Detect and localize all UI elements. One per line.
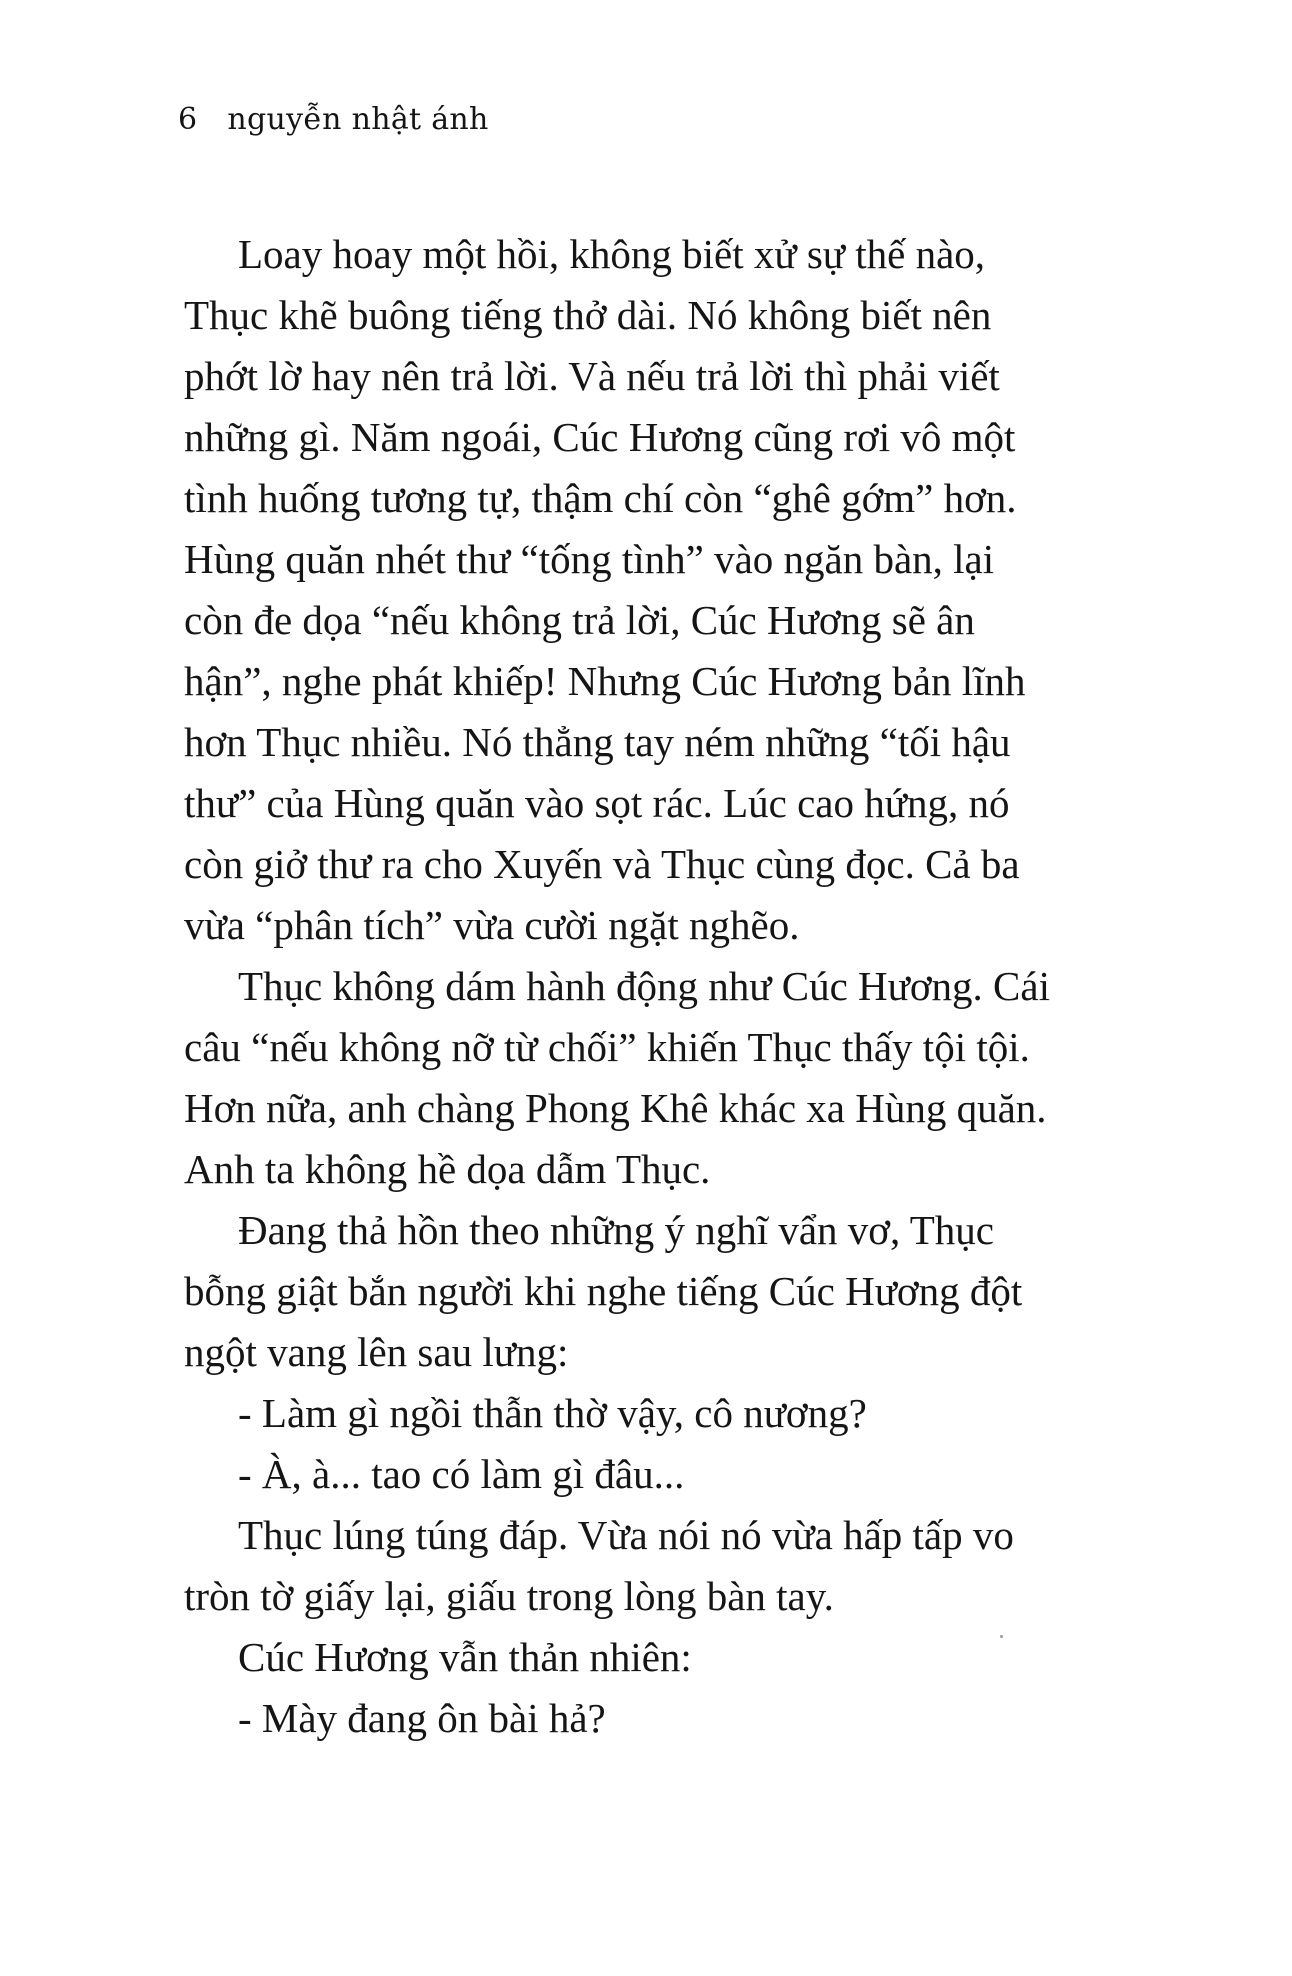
text-line: phớt lờ hay nên trả lời. Và nếu trả lời thì phải viết xyxy=(184,353,1000,399)
text-line: còn đe dọa “nếu không trả lời, Cúc Hương sẽ ân xyxy=(184,597,975,643)
paragraph-3 xyxy=(184,1200,1168,1383)
text-line: Thục lúng túng đáp. Vừa nói nó vừa hấp tấp vo xyxy=(238,1512,1014,1558)
text-line: bỗng giật bắn người khi nghe tiếng Cúc Hương đột xyxy=(184,1268,1023,1314)
body-text xyxy=(184,224,1168,1749)
text-line: vừa “phân tích” vừa cười ngặt nghẽo. xyxy=(184,902,800,948)
dialogue-2 xyxy=(184,1444,1168,1505)
text-line: thư” của Hùng quăn vào sọt rác. Lúc cao hứng, nó xyxy=(184,780,1010,826)
author-name: nguyễn nhật ánh xyxy=(227,102,489,137)
text-line: Cúc Hương vẫn thản nhiên: xyxy=(238,1634,692,1680)
page-number: 6 xyxy=(178,102,198,137)
text-line: tình huống tương tự, thậm chí còn “ghê gớm” hơn. xyxy=(184,475,1017,521)
text-line: - À, à... tao có làm gì đâu... xyxy=(238,1451,685,1497)
text-line: Hơn nữa, anh chàng Phong Khê khác xa Hùng quăn. xyxy=(184,1085,1047,1131)
paragraph-4 xyxy=(184,1505,1168,1627)
text-line: những gì. Năm ngoái, Cúc Hương cũng rơi vô một xyxy=(184,414,1016,460)
dialogue-3 xyxy=(184,1688,1168,1749)
text-line: Thục khẽ buông tiếng thở dài. Nó không biết nên xyxy=(184,292,992,338)
text-line: - Mày đang ôn bài hả? xyxy=(238,1695,606,1741)
paper-speck xyxy=(1000,1635,1003,1638)
text-line: tròn tờ giấy lại, giấu trong lòng bàn tay. xyxy=(184,1573,834,1619)
text-line: Thục không dám hành động như Cúc Hương. Cái xyxy=(238,963,1050,1009)
paragraph-5 xyxy=(184,1627,1168,1688)
text-line: còn giở thư ra cho Xuyến và Thục cùng đọc. Cả ba xyxy=(184,841,1020,887)
running-head xyxy=(178,100,489,140)
text-line: Hùng quăn nhét thư “tống tình” vào ngăn bàn, lại xyxy=(184,536,995,582)
text-line: - Làm gì ngồi thẫn thờ vậy, cô nương? xyxy=(238,1390,867,1436)
text-line: Anh ta không hề dọa dẫm Thục. xyxy=(184,1146,711,1192)
text-line: hận”, nghe phát khiếp! Nhưng Cúc Hương bản lĩnh xyxy=(184,658,1026,704)
text-line: Đang thả hồn theo những ý nghĩ vẩn vơ, Thục xyxy=(238,1207,994,1253)
text-line: ngột vang lên sau lưng: xyxy=(184,1329,569,1375)
text-line: câu “nếu không nỡ từ chối” khiến Thục thấy tội tội. xyxy=(184,1024,1030,1070)
paragraph-2 xyxy=(184,956,1168,1200)
dialogue-1 xyxy=(184,1383,1168,1444)
text-line: Loay hoay một hồi, không biết xử sự thế nào, xyxy=(238,231,986,277)
paragraph-1 xyxy=(184,224,1168,956)
text-line: hơn Thục nhiều. Nó thẳng tay ném những “tối hậu xyxy=(184,719,1011,765)
